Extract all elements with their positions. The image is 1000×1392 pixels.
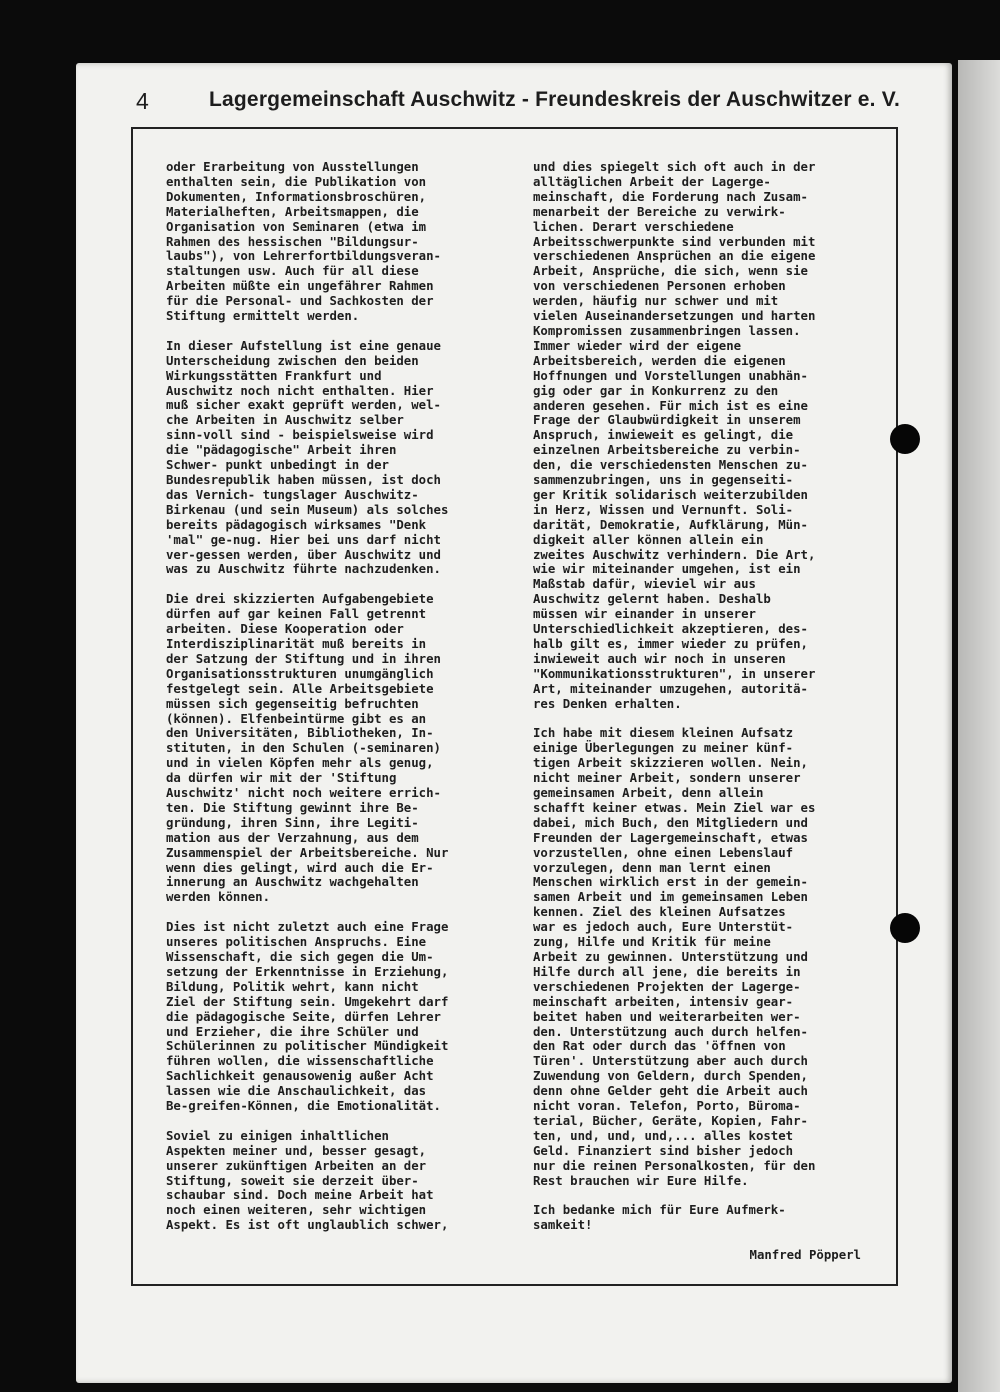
paragraph: und dies spiegelt sich oft auch in der alltäglichen Arbeit der Lagerge- meinschaft, die Forderung nach Zusam- menarbeit der Bereiche zu verwirk- lichen. Derart verschiedene Arbeitsschwerpunkte sind verbunden mit verschiedenen Ansprüchen an die eigene Arbeit, Ansprüche, die sich, wenn sie von verschiedenen Personen erhoben werden, häufig nur schwer und mit vielen Auseinandersetzungen und harten Kompromissen zusammenbringen lassen. Immer wieder wird der eigene Arbeitsbereich, werden die eigenen Hoffnungen und Vorstellungen unabhän- gig oder gar in Konkurrenz zu den anderen gesehen. Für mich ist es eine Frage der Glaubwürdigkeit in unserem Anspruch, inwieweit es gelingt, die einzelnen Arbeitsbereiche zu verbin- den, die verschiedensten Menschen zu- sammenzubringen, uns in gegenseiti- ger Kritik solidarisch weiterzubilden in Herz, Wissen und Vernunft. Soli- darität, Demokratie, Aufklärung, Mün- digkeit aller können allein ein zweites Auschwitz verhindern. Die Art, wie wir miteinander umgehen, ist ein Maßstab dafür, wieviel wir aus Auschwitz gelernt haben. Deshalb müssen wir einander in unserer Unterschiedlichkeit akzeptieren, des- halb gilt es, immer wieder zu prüfen, inwieweit auch wir noch in unseren "Kommunikationsstrukturen", in unserer Art, miteinander umzugehen, autoritä- res Denken erhalten. [533, 160, 816, 711]
adjacent-page-edge [958, 60, 1000, 1392]
paragraph: In dieser Aufstellung ist eine genaue Unterscheidung zwischen den beiden Wirkungsstätten Frankfurt und Auschwitz noch nicht enthalten. Hier muß sicher exakt geprüft werden, wel- che Arbeiten in Auschwitz selber sinn-voll sind - beispielsweise wird die "pädagogische" Arbeit ihren Schwer- punkt unbedingt in der Bundesrepublik haben müssen, ist doch das Vernich- tungslager Auschwitz- Birkenau (und sein Museum) als solches bereits pädagogisch wirksames "Denk 'mal" ge-nug. Hier bei uns darf nicht ver-gessen werden, über Auschwitz und was zu Auschwitz führte nachzudenken. [166, 338, 449, 577]
paragraph: Ich bedanke mich für Eure Aufmerk- samkeit! [533, 1203, 786, 1233]
paragraph: Soviel zu einigen inhaltlichen Aspekten meiner und, besser gesagt, unserer zukünftigen Arbeiten an der Stiftung, soweit sie derzeit über- schaubar sind. Doch meine Arbeit hat noch einen weiteren, sehr wichtigen Aspekt. Es ist oft unglaublich schwer, [166, 1128, 449, 1233]
punch-hole [890, 913, 920, 943]
article-frame [131, 127, 898, 1286]
author-signature: Manfred Pöpperl [749, 1248, 861, 1263]
paragraph: oder Erarbeitung von Ausstellungen enthalten sein, die Publikation von Dokumenten, Informationsbroschüren, Materialheften, Arbeitsmappen, die Organisation von Seminaren (etwa im Rahmen des hessischen "Bildungsur- laubs"), von Lehrerfortbildungsveran- staltungen usw. Auch für all diese Arbeiten müßte ein ungefährer Rahmen für die Personal- und Sachkosten der Stiftung ermittelt werden. [166, 160, 441, 324]
right-column [533, 160, 873, 1263]
paragraph: Die drei skizzierten Aufgabengebiete dürfen auf gar keinen Fall getrennt arbeiten. Diese Kooperation oder Interdisziplinarität muß bereits in der Satzung der Stiftung und in ihren Organisationsstrukturen unumgänglich festgelegt sein. Alle Arbeitsgebiete müssen sich gegenseitig befruchten (können). Elfenbeintürme gibt es an den Universitäten, Bibliotheken, In- stituten, in den Schulen (-seminaren) und in vielen Köpfen mehr als genug, da dürfen wir mit der 'Stiftung Auschwitz' nicht noch weitere errich- ten. Die Stiftung gewinnt ihre Be- gründung, ihren Sinn, ihre Legiti- mation aus der Verzahnung, aus dem Zusammenspiel der Arbeitsbereiche. Nur wenn dies gelingt, wird auch die Er- innerung an Auschwitz wachgehalten werden können. [166, 592, 449, 905]
punch-hole [890, 424, 920, 454]
paragraph: Ich habe mit diesem kleinen Aufsatz einige Überlegungen zu meiner künf- tigen Arbeit skizzieren wollen. Nein, nicht meiner Arbeit, sondern unserer gemeinsamen Arbeit, denn allein schafft keiner etwas. Mein Ziel war es dabei, mich Buch, den Mitgliedern und Freunden der Lagergemeinschaft, etwas vorzustellen, ohne einen Lebenslauf vorzulegen, denn man lernt einen Menschen wirklich erst in der gemein- samen Arbeit und im gemeinsamen Leben kennen. Ziel des kleinen Aufsatzes war es jedoch auch, Eure Unterstüt- zung, Hilfe und Kritik für meine Arbeit zu gewinnen. Unterstützung und Hilfe durch all jene, die bereits in verschiedenen Projekten der Lagerge- meinschaft arbeiten, intensiv gear- beitet haben und weiterarbeiten wer- den. Unterstützung auch durch helfen- den Rat oder durch das 'öffnen von Türen'. Unterstützung aber auch durch Zuwendung von Geldern, durch Spenden, denn ohne Gelder geht die Arbeit auch nicht voran. Telefon, Porto, Büroma- terial, Bücher, Geräte, Kopien, Fahr- ten, und, und, und,... alles kostet Geld. Finanziert sind bisher jedoch nur die reinen Personalkosten, für den Rest brauchen wir Eure Hilfe. [533, 726, 816, 1188]
document-page [76, 63, 952, 1383]
page-number: 4 [136, 88, 149, 114]
left-column [166, 160, 506, 1248]
paragraph: Dies ist nicht zuletzt auch eine Frage unseres politischen Anspruchs. Eine Wissenschaft, die sich gegen die Um- setzung der Erkenntnisse in Erziehung, Bildung, Politik wehrt, kann nicht Ziel der Stiftung sein. Umgekehrt darf die pädagogische Seite, dürfen Lehrer und Erzieher, die ihre Schüler und Schülerinnen zu politischer Mündigkeit führen wollen, die wissenschaftliche Sachlichkeit genausowenig außer Acht lassen wie die Anschaulichkeit, das Be-greifen-Können, die Emotionalität. [166, 920, 449, 1114]
page-header [136, 88, 916, 128]
header-title: Lagergemeinschaft Auschwitz - Freundeskreis der Auschwitzer e. V. [209, 88, 901, 111]
